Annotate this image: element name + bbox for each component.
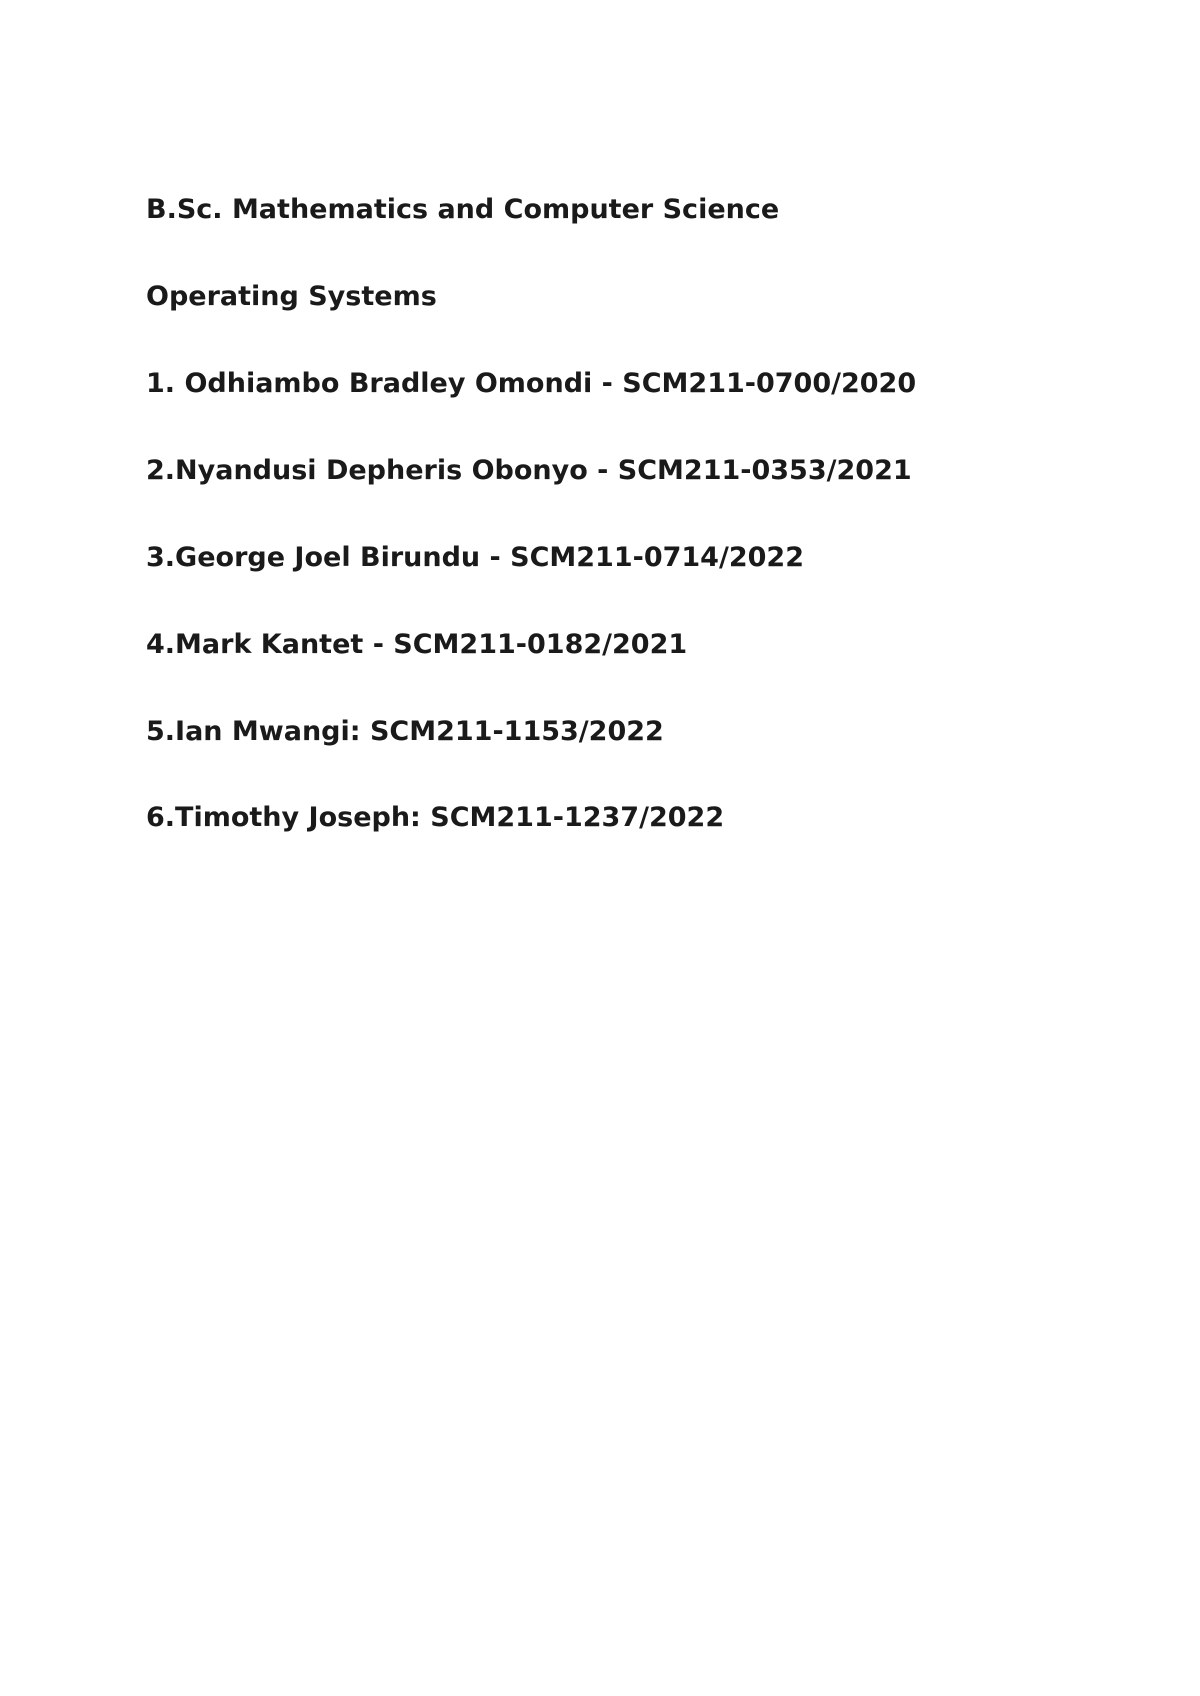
course-title: Operating Systems: [146, 281, 437, 312]
member-entry-4: 4.Mark Kantet - SCM211-0182/2021: [146, 629, 688, 660]
member-entry-6: 6.Timothy Joseph: SCM211-1237/2022: [146, 802, 725, 833]
member-entry-5: 5.Ian Mwangi: SCM211-1153/2022: [146, 716, 664, 747]
member-entry-3: 3.George Joel Birundu - SCM211-0714/2022: [146, 542, 804, 573]
program-title: B.Sc. Mathematics and Computer Science: [146, 194, 780, 225]
member-entry-2: 2.Nyandusi Depheris Obonyo - SCM211-0353/2021: [146, 455, 912, 486]
member-entry-1: 1. Odhiambo Bradley Omondi - SCM211-0700/2020: [146, 368, 917, 399]
